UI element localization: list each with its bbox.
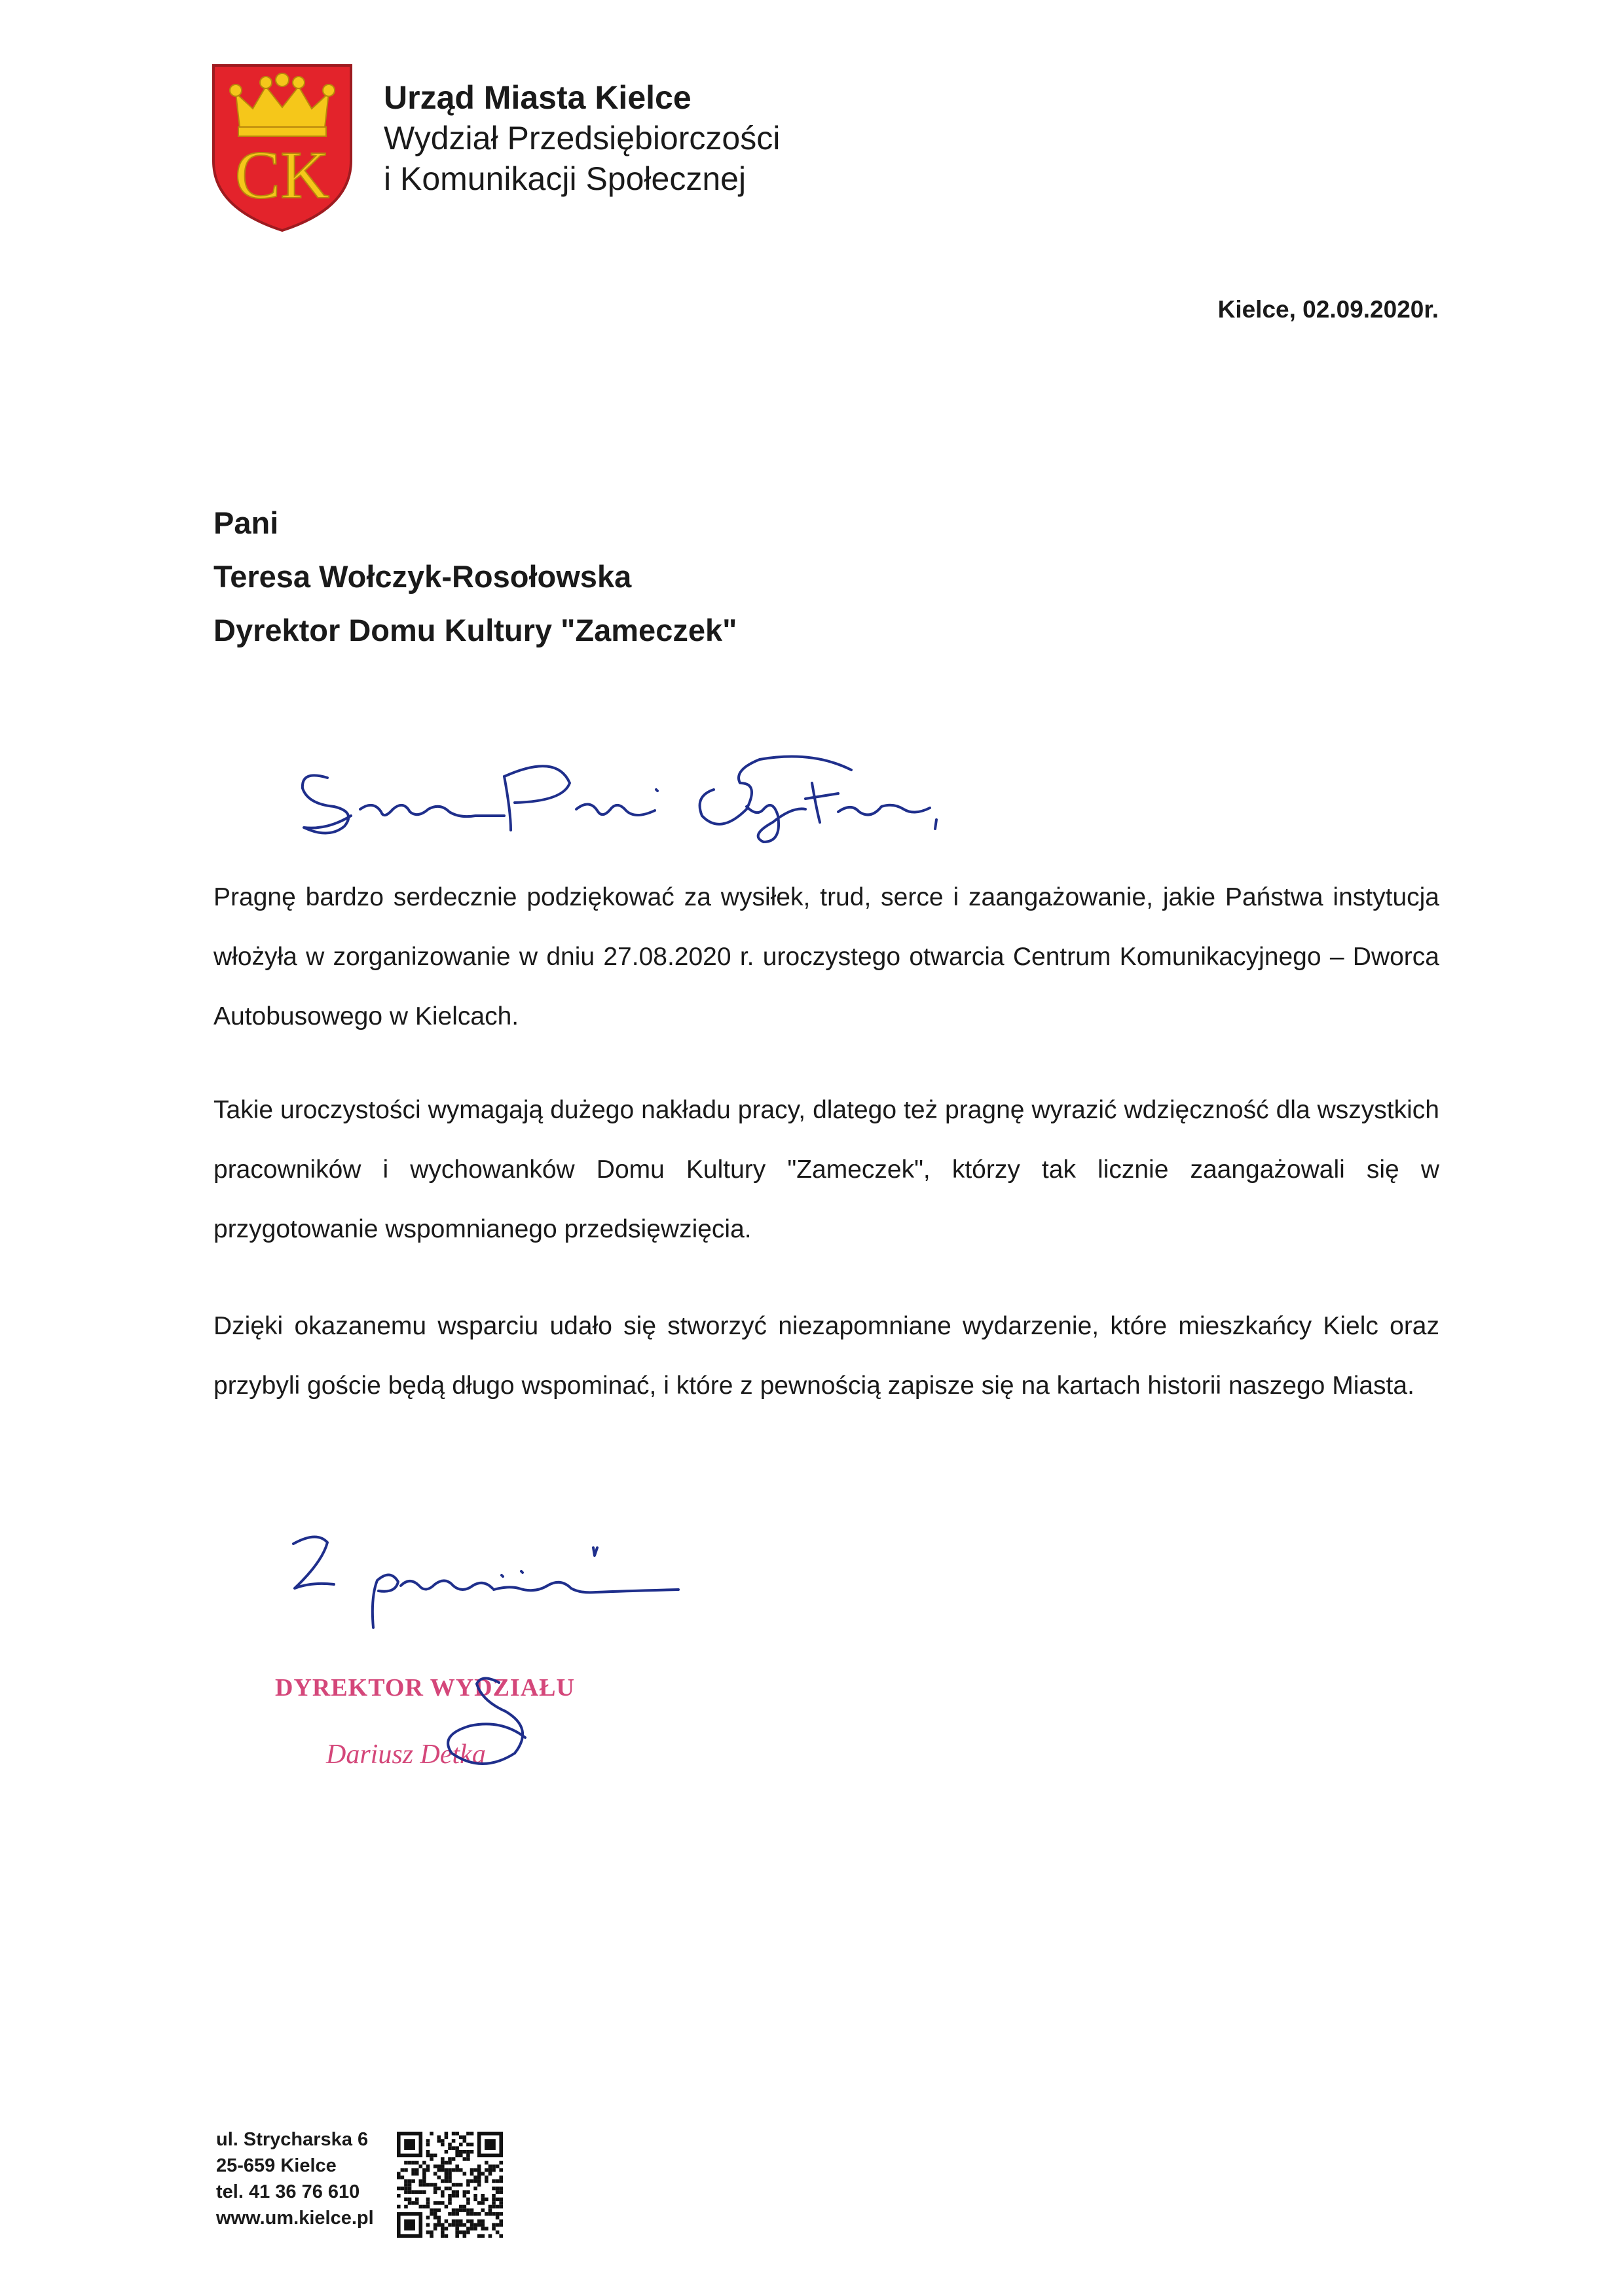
stamp-name: Dariusz Detka <box>326 1740 486 1770</box>
paragraph-1: Pragnę bardzo serdecznie podziękować za wysiłek, trud, serce i zaangażowanie, jakie Państwa instytucja włożyła w zorganizowanie w dniu 27.08.2020 r. uroczystego otwarcia Centrum Komunikacyjnego – Dworca Autobusowego w Kielcach. <box>213 883 1439 1030</box>
department-line-2: i Komunikacji Społecznej <box>384 160 747 197</box>
recipient-position: Dyrektor Domu Kultury "Zameczek" <box>213 613 737 647</box>
footer-city: 25-659 Kielce <box>216 2155 337 2176</box>
coat-of-arms-logo <box>210 63 355 233</box>
letter-date: Kielce, 02.09.2020r. <box>1217 296 1439 323</box>
paragraph-2: Takie uroczystości wymagają dużego nakładu pracy, dlatego też pragnę wyrazić wdzięczność dla wszystkich pracowników i wychowanków Domu Kultury "Zameczek", którzy tak licznie zaangażowali się w przygotowanie wspomnianego przedsięwzięcia. <box>213 1096 1439 1243</box>
letterhead <box>384 77 780 199</box>
logo-letters: CK <box>234 137 330 213</box>
recipient-title: Pani <box>213 505 279 540</box>
footer-street: ul. Strycharska 6 <box>216 2129 369 2150</box>
department-line-1: Wydział Przedsiębiorczości <box>384 120 781 156</box>
footer-phone: tel. 41 36 76 610 <box>216 2181 360 2202</box>
handwritten-greeting <box>288 744 956 848</box>
footer-web[interactable]: www.um.kielce.pl <box>216 2208 374 2229</box>
stamp-title: DYREKTOR WYDZIAŁU <box>275 1674 575 1702</box>
recipient-block <box>213 496 737 657</box>
recipient-name: Teresa Wołczyk-Rosołowska <box>213 559 632 594</box>
handwritten-closing <box>286 1525 705 1630</box>
signature-loop <box>384 1669 554 1787</box>
footer-contact <box>216 2126 374 2231</box>
org-name: Urząd Miasta Kielce <box>384 79 692 116</box>
official-stamp <box>275 1669 642 1787</box>
paragraph-3: Dzięki okazanemu wsparciu udało się stworzyć niezapomniane wydarzenie, które mieszkańcy Kielc oraz przybyli goście będą długo wspominać, i które z pewnością zapisze się na kartach historii naszego Miasta. <box>213 1312 1439 1400</box>
qr-code-icon[interactable] <box>397 2132 503 2238</box>
